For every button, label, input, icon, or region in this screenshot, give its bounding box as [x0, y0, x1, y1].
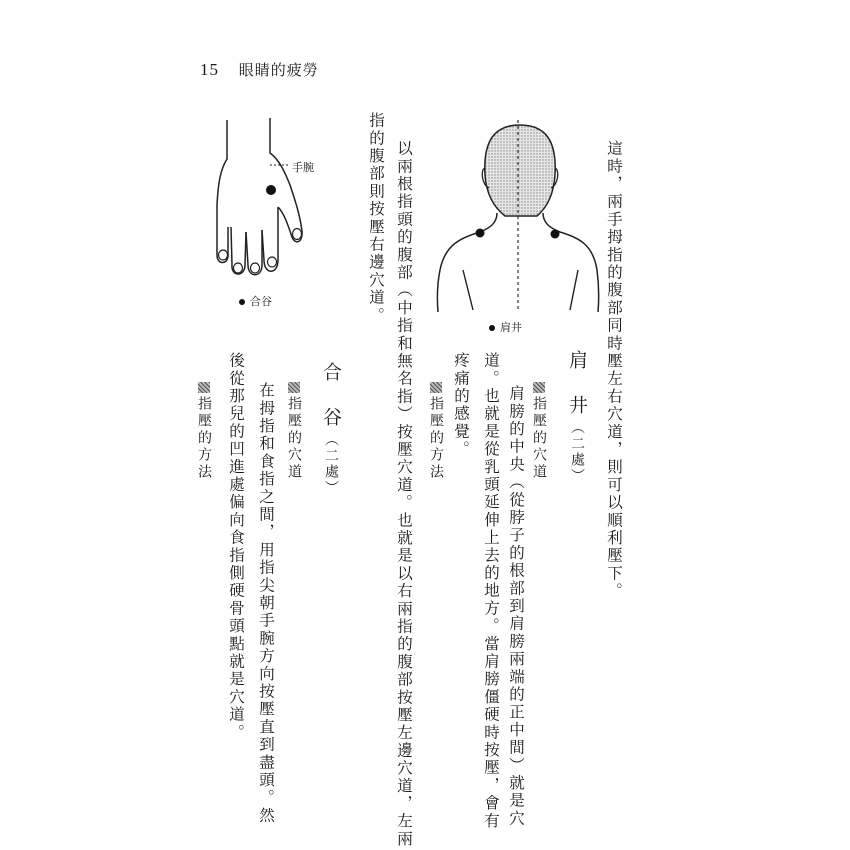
hegu-point [266, 185, 276, 195]
wrist-label: 手腕 [292, 161, 314, 174]
text-column: 在拇指和食指之間，用指尖朝手腕方向按壓直到盡頭。然 [257, 382, 275, 825]
chapter-title: 眼睛的疲勞 [238, 61, 319, 79]
bullet-square-icon [533, 382, 545, 393]
jianjing-left-point [476, 229, 485, 238]
point-marker-icon [239, 299, 245, 305]
hand-figure [200, 115, 320, 285]
shoulder-figure [425, 120, 600, 320]
text-column: 以兩根指頭的腹部（中指和無名指）按壓穴道。也就是以右兩指的腹部按壓左邊穴道，左兩 [395, 140, 413, 848]
page-header [200, 59, 319, 80]
text-column: 道。也就是從乳頭延伸上去的地方。當肩膀僵硬時按壓，會有 [482, 352, 500, 830]
text-column: 指的腹部則按壓右邊穴道。 [367, 112, 385, 325]
text-column-intro: 這時，兩手拇指的腹部同時壓左右穴道，則可以順利壓下。 [605, 140, 623, 601]
subheading-method: 指壓的方法 [193, 382, 215, 481]
shoulder-figure-label: 肩井 [489, 319, 522, 335]
section-heading-jianjing: 肩井（二處） [566, 350, 588, 484]
subheading-acupoint: 指壓的穴道 [283, 382, 305, 481]
point-marker-icon [489, 325, 495, 331]
bullet-square-icon [430, 382, 442, 393]
page-number: 15 [200, 60, 219, 79]
jianjing-right-point [551, 230, 560, 239]
text-column: 疼痛的感覺。 [452, 352, 470, 459]
bullet-square-icon [198, 382, 210, 393]
subheading-method: 指壓的方法 [425, 382, 447, 481]
bullet-square-icon [288, 382, 300, 393]
hand-figure-label: 合谷 [239, 293, 272, 309]
text-column: 後從那兒的凹進處偏向食指側硬骨頭點就是穴道。 [227, 352, 245, 742]
text-column: 肩膀的中央（從脖子的根部到肩膀兩端的正中間）就是穴 [507, 385, 525, 828]
section-heading-hegu: 合谷（二處） [320, 362, 342, 496]
subheading-acupoint: 指壓的穴道 [528, 382, 550, 481]
